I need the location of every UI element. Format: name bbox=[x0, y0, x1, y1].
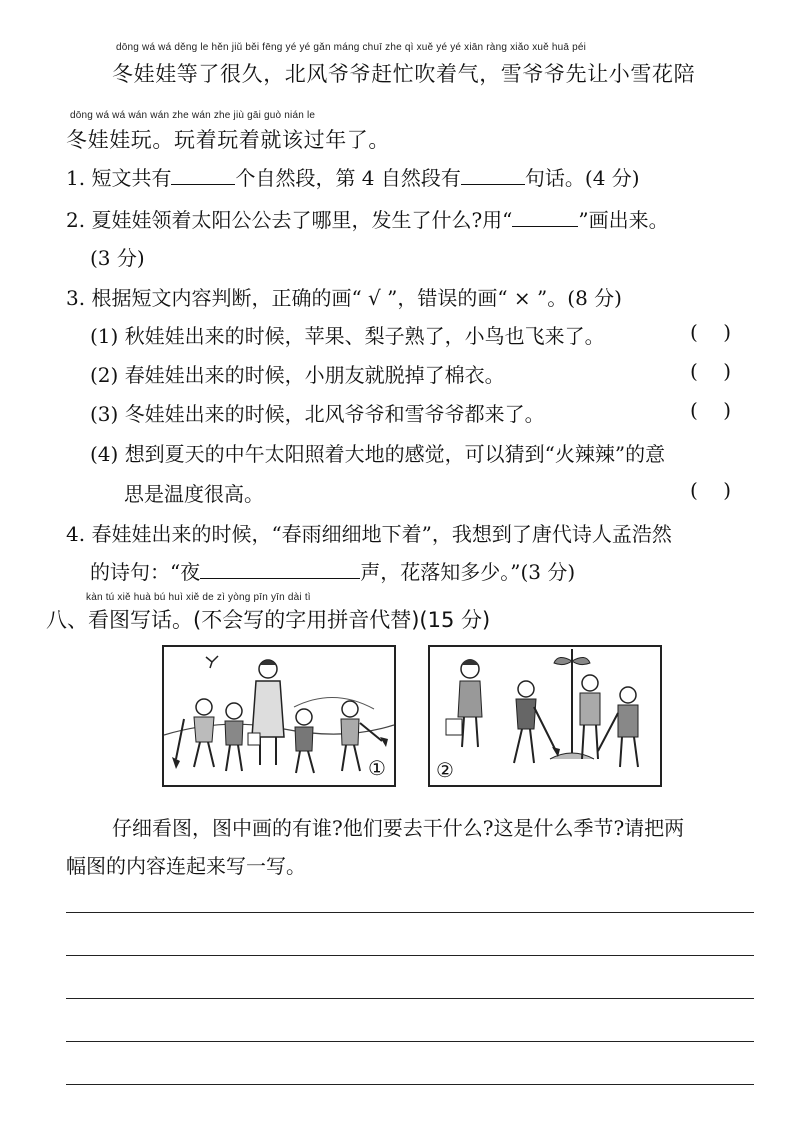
question-2-underline-sample bbox=[512, 208, 578, 227]
answer-paren-2[interactable]: ( ) bbox=[690, 359, 732, 383]
writing-line-3[interactable] bbox=[66, 998, 754, 999]
passage-pinyin-line1: dōng wá wá děng le hěn jiǔ běi fēng yé yé gǎn máng chuī zhe qì xuě yé yé xiān ràng xiǎo xuě huā péi bbox=[116, 42, 587, 53]
question-3-item-3: (3) 冬娃娃出来的时候，北风爷爷和雪爷爷都来了。 bbox=[90, 402, 545, 426]
answer-blank-paragraph-count[interactable] bbox=[171, 166, 235, 185]
writing-prompt-line2: 幅图的内容连起来写一写。 bbox=[66, 854, 306, 878]
answer-paren-3[interactable]: ( ) bbox=[690, 398, 732, 422]
writing-line-5[interactable] bbox=[66, 1084, 754, 1085]
question-1-prefix: 1. 短文共有 bbox=[66, 166, 172, 190]
passage-pinyin-line2: dōng wá wá wán wán zhe wán zhe jiù gāi guò nián le bbox=[70, 110, 316, 121]
question-1 bbox=[66, 162, 640, 191]
question-3-item-4-cont: 思是温度很高。 bbox=[124, 482, 264, 506]
picture-2-label: ② bbox=[436, 758, 454, 782]
question-2-score: (3 分) bbox=[90, 246, 145, 270]
question-3-item-2: (2) 春娃娃出来的时候，小朋友就脱掉了棉衣。 bbox=[90, 363, 505, 387]
writing-line-1[interactable] bbox=[66, 912, 754, 913]
answer-blank-sentence-count[interactable] bbox=[461, 166, 525, 185]
picture-1-illustration bbox=[164, 647, 394, 785]
writing-line-4[interactable] bbox=[66, 1041, 754, 1042]
question-1-suffix: 句话。(4 分) bbox=[524, 166, 640, 190]
answer-paren-1[interactable]: ( ) bbox=[690, 320, 732, 344]
question-2 bbox=[66, 204, 669, 233]
picture-1-label: ① bbox=[368, 756, 386, 780]
question-2-prefix: 2. 夏娃娃领着太阳公公去了哪里，发生了什么?用“ bbox=[66, 208, 513, 232]
answer-paren-4[interactable]: ( ) bbox=[690, 478, 732, 502]
question-3: 3. 根据短文内容判断，正确的画“ √ ”，错误的画“ × ”。(8 分) bbox=[66, 286, 622, 310]
picture-1 bbox=[162, 645, 396, 787]
section-8-pinyin: kàn tú xiě huà bú huì xiě de zì yòng pīn yīn dài tì bbox=[86, 592, 311, 603]
picture-2 bbox=[428, 645, 662, 787]
question-3-item-4: (4) 想到夏天的中午太阳照着大地的感觉，可以猜到“火辣辣”的意 bbox=[90, 442, 666, 466]
question-4-line1: 4. 春娃娃出来的时候，“春雨细细地下着”，我想到了唐代诗人孟浩然 bbox=[66, 522, 672, 546]
section-8-title: 八、看图写话。(不会写的字用拼音代替)(15 分) bbox=[46, 608, 491, 632]
question-3-item-1: (1) 秋娃娃出来的时候，苹果、梨子熟了，小鸟也飞来了。 bbox=[90, 324, 605, 348]
passage-text-line1: 冬娃娃等了很久，北风爷爷赶忙吹着气，雪爷爷先让小雪花陪 bbox=[112, 62, 696, 86]
picture-2-illustration bbox=[430, 647, 660, 785]
question-2-suffix: ”画出来。 bbox=[578, 208, 669, 232]
writing-line-2[interactable] bbox=[66, 955, 754, 956]
question-4-prefix: 的诗句：“夜 bbox=[90, 560, 201, 584]
writing-prompt-line1: 仔细看图，图中画的有谁?他们要去干什么?这是什么季节?请把两 bbox=[112, 816, 685, 840]
question-4-suffix: 声，花落知多少。”(3 分) bbox=[360, 560, 576, 584]
question-4-line2 bbox=[90, 556, 575, 585]
answer-blank-poem[interactable] bbox=[200, 560, 360, 579]
passage-text-line2: 冬娃娃玩。玩着玩着就该过年了。 bbox=[66, 128, 390, 152]
question-1-mid: 个自然段，第 4 自然段有 bbox=[235, 166, 461, 190]
